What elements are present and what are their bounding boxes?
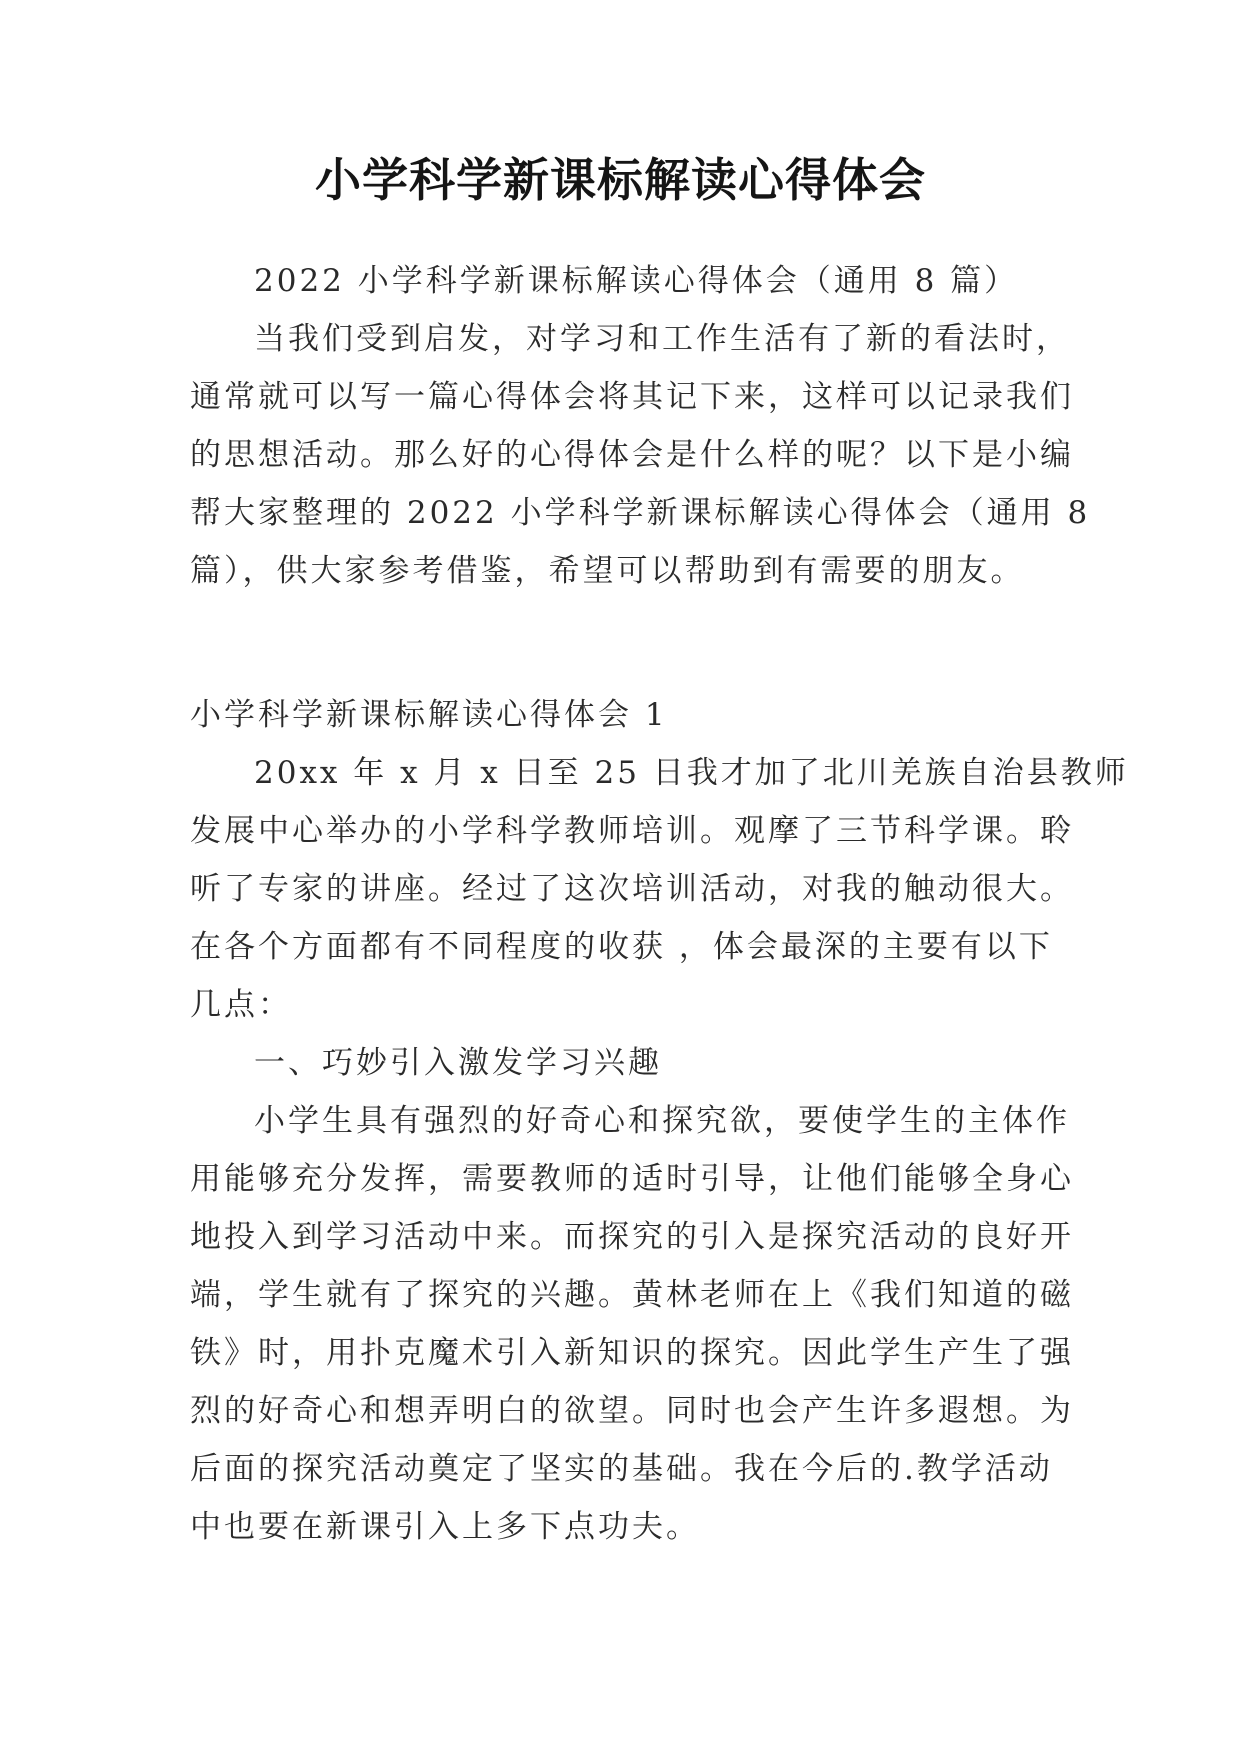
section1-p2-line: 中也要在新课引入上多下点功夫。 — [190, 1509, 700, 1545]
intro-line: 当我们受到启发，对学习和工作生活有了新的看法时， — [254, 321, 1070, 357]
section1-p2-line: 小学生具有强烈的好奇心和探究欲，要使学生的主体作 — [254, 1103, 1070, 1139]
intro-line: 的思想活动。那么好的心得体会是什么样的呢？以下是小编 — [190, 437, 1074, 473]
section1-p2-line: 地投入到学习活动中来。而探究的引入是探究活动的良好开 — [190, 1219, 1074, 1255]
section1-p2-line: 后面的探究活动奠定了坚实的基础。我在今后的.教学活动 — [190, 1451, 1053, 1487]
intro-line: 帮大家整理的 2022 小学科学新课标解读心得体会（通用 8 — [190, 495, 1091, 531]
section1-p1-line: 听了专家的讲座。经过了这次培训活动，对我的触动很大。 — [190, 871, 1074, 907]
intro-subtitle: 2022 小学科学新课标解读心得体会（通用 8 篇） — [254, 263, 1019, 299]
section1-p2-line: 烈的好奇心和想弄明白的欲望。同时也会产生许多遐想。为 — [190, 1393, 1074, 1429]
intro-block — [190, 252, 1091, 600]
point1-heading: 一、巧妙引入激发学习兴趣 — [254, 1045, 662, 1081]
document-title: 小学科学新课标解读心得体会 — [315, 153, 926, 207]
intro-line: 篇），供大家参考借鉴，希望可以帮助到有需要的朋友。 — [190, 553, 1025, 589]
section1-p2-line: 用能够充分发挥，需要教师的适时引导，让他们能够全身心 — [190, 1161, 1074, 1197]
section1-p1-line: 几点： — [190, 987, 292, 1023]
section1-p1-line: 在各个方面都有不同程度的收获 ，体会最深的主要有以下 — [190, 929, 1053, 965]
intro-line: 通常就可以写一篇心得体会将其记下来，这样可以记录我们 — [190, 379, 1074, 415]
section1-p2-line: 铁》时，用扑克魔术引入新知识的探究。因此学生产生了强 — [190, 1335, 1074, 1371]
section1-block — [190, 686, 1129, 1556]
section-heading: 小学科学新课标解读心得体会 1 — [190, 697, 668, 733]
section1-p1-line: 20xx 年 x 月 x 日至 25 日我才加了北川羌族自治县教师 — [254, 755, 1129, 791]
section1-p1-line: 发展中心举办的小学科学教师培训。观摩了三节科学课。聆 — [190, 813, 1074, 849]
section1-p2-line: 端，学生就有了探究的兴趣。黄林老师在上《我们知道的磁 — [190, 1277, 1074, 1313]
